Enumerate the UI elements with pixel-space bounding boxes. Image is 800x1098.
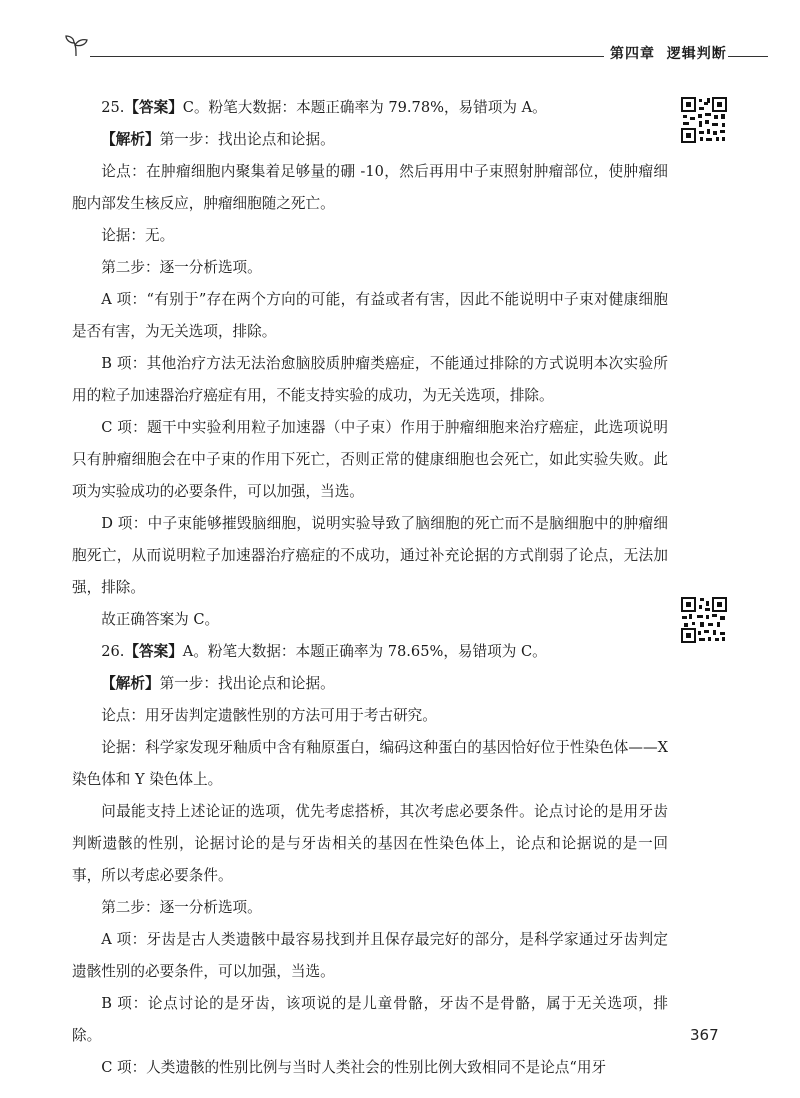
q25-answer-text: C。粉笔大数据：本题正确率为 79.78%，易错项为 A。	[182, 99, 547, 116]
q26-evidence: 论据：科学家发现牙釉质中含有釉原蛋白，编码这种蛋白的基因恰好位于性染色体——X 染色体和 Y 染色体上。	[72, 739, 668, 788]
qr-code-icon	[680, 596, 728, 644]
q25-answer-tag: 【答案】	[124, 99, 183, 116]
q25-step2: 第二步：逐一分析选项。	[101, 259, 262, 276]
q26-number: 26.	[101, 643, 125, 660]
q26-option-a: A 项：牙齿是古人类遗骸中最容易找到并且保存最完好的部分，是科学家通过牙齿判定遗骸性别的必要条件，可以加强，当选。	[72, 931, 668, 980]
q25-claim: 论点：在肿瘤细胞内聚集着足够量的硼 -10，然后再用中子束照射肿瘤部位，使肿瘤细胞内部发生核反应，肿瘤细胞随之死亡。	[72, 163, 668, 212]
qr-code-icon	[680, 96, 728, 144]
q25-evidence: 论据：无。	[101, 227, 175, 244]
q26-answer-text: A。粉笔大数据：本题正确率为 78.65%，易错项为 C。	[182, 643, 547, 660]
q25-option-c: C 项：题干中实验利用粒子加速器（中子束）作用于肿瘤细胞来治疗癌症，此选项说明只有肿瘤细胞会在中子束的作用下死亡，否则正常的健康细胞也会死亡，如此实验失败。此项为实验成功的必要条件，可以加强，当选。	[72, 419, 668, 500]
page-content	[72, 92, 668, 1084]
page-number: 367	[690, 1026, 719, 1044]
q26-step1: 第一步：找出论点和论据。	[159, 675, 335, 692]
leaf-sprout-icon	[64, 34, 90, 58]
q26-analysis	[72, 668, 668, 700]
header-rule-right	[728, 56, 768, 57]
q25-step1: 第一步：找出论点和论据。	[159, 131, 335, 148]
q26-analysis-tag: 【解析】	[101, 675, 160, 692]
q25-answer	[72, 92, 668, 124]
q25-option-d: D 项：中子束能够摧毁脑细胞，说明实验导致了脑细胞的死亡而不是脑细胞中的肿瘤细胞死亡，从而说明粒子加速器治疗癌症的不成功，通过补充论据的方式削弱了论点，无法加强，排除。	[72, 515, 668, 596]
q26-claim: 论点：用牙齿判定遗骸性别的方法可用于考古研究。	[101, 707, 437, 724]
q25-analysis-tag: 【解析】	[101, 131, 160, 148]
page-header	[64, 34, 764, 64]
header-rule-left	[90, 56, 604, 57]
q25-analysis	[72, 124, 668, 156]
q25-option-a: A 项：“有别于”存在两个方向的可能，有益或者有害，因此不能说明中子束对健康细胞是否有害，为无关选项，排除。	[72, 291, 668, 340]
q26-note: 问最能支持上述论证的选项，优先考虑搭桥，其次考虑必要条件。论点讨论的是用牙齿判断遗骸的性别，论据讨论的是与牙齿相关的基因在性染色体上，论点和论据说的是一回事，所以考虑必要条件。	[72, 803, 668, 884]
q26-step2: 第二步：逐一分析选项。	[101, 899, 262, 916]
q26-option-c: C 项：人类遗骸的性别比例与当时人类社会的性别比例大致相同不是论点“用牙	[101, 1059, 607, 1076]
chapter-number: 第四章	[610, 46, 655, 62]
chapter-title: 逻辑判断	[666, 46, 727, 62]
q25-number: 25.	[101, 99, 125, 116]
q25-option-b: B 项：其他治疗方法无法治愈脑胶质肿瘤类癌症，不能通过排除的方式说明本次实验所用的粒子加速器治疗癌症有用，不能支持实验的成功，为无关选项，排除。	[72, 355, 668, 404]
q26-option-b: B 项：论点讨论的是牙齿，该项说的是儿童骨骼，牙齿不是骨骼，属于无关选项，排除。	[72, 995, 668, 1044]
q26-answer	[72, 636, 668, 668]
q26-answer-tag: 【答案】	[124, 643, 183, 660]
header-chapter	[610, 43, 727, 63]
q25-conclusion: 故正确答案为 C。	[101, 611, 220, 628]
